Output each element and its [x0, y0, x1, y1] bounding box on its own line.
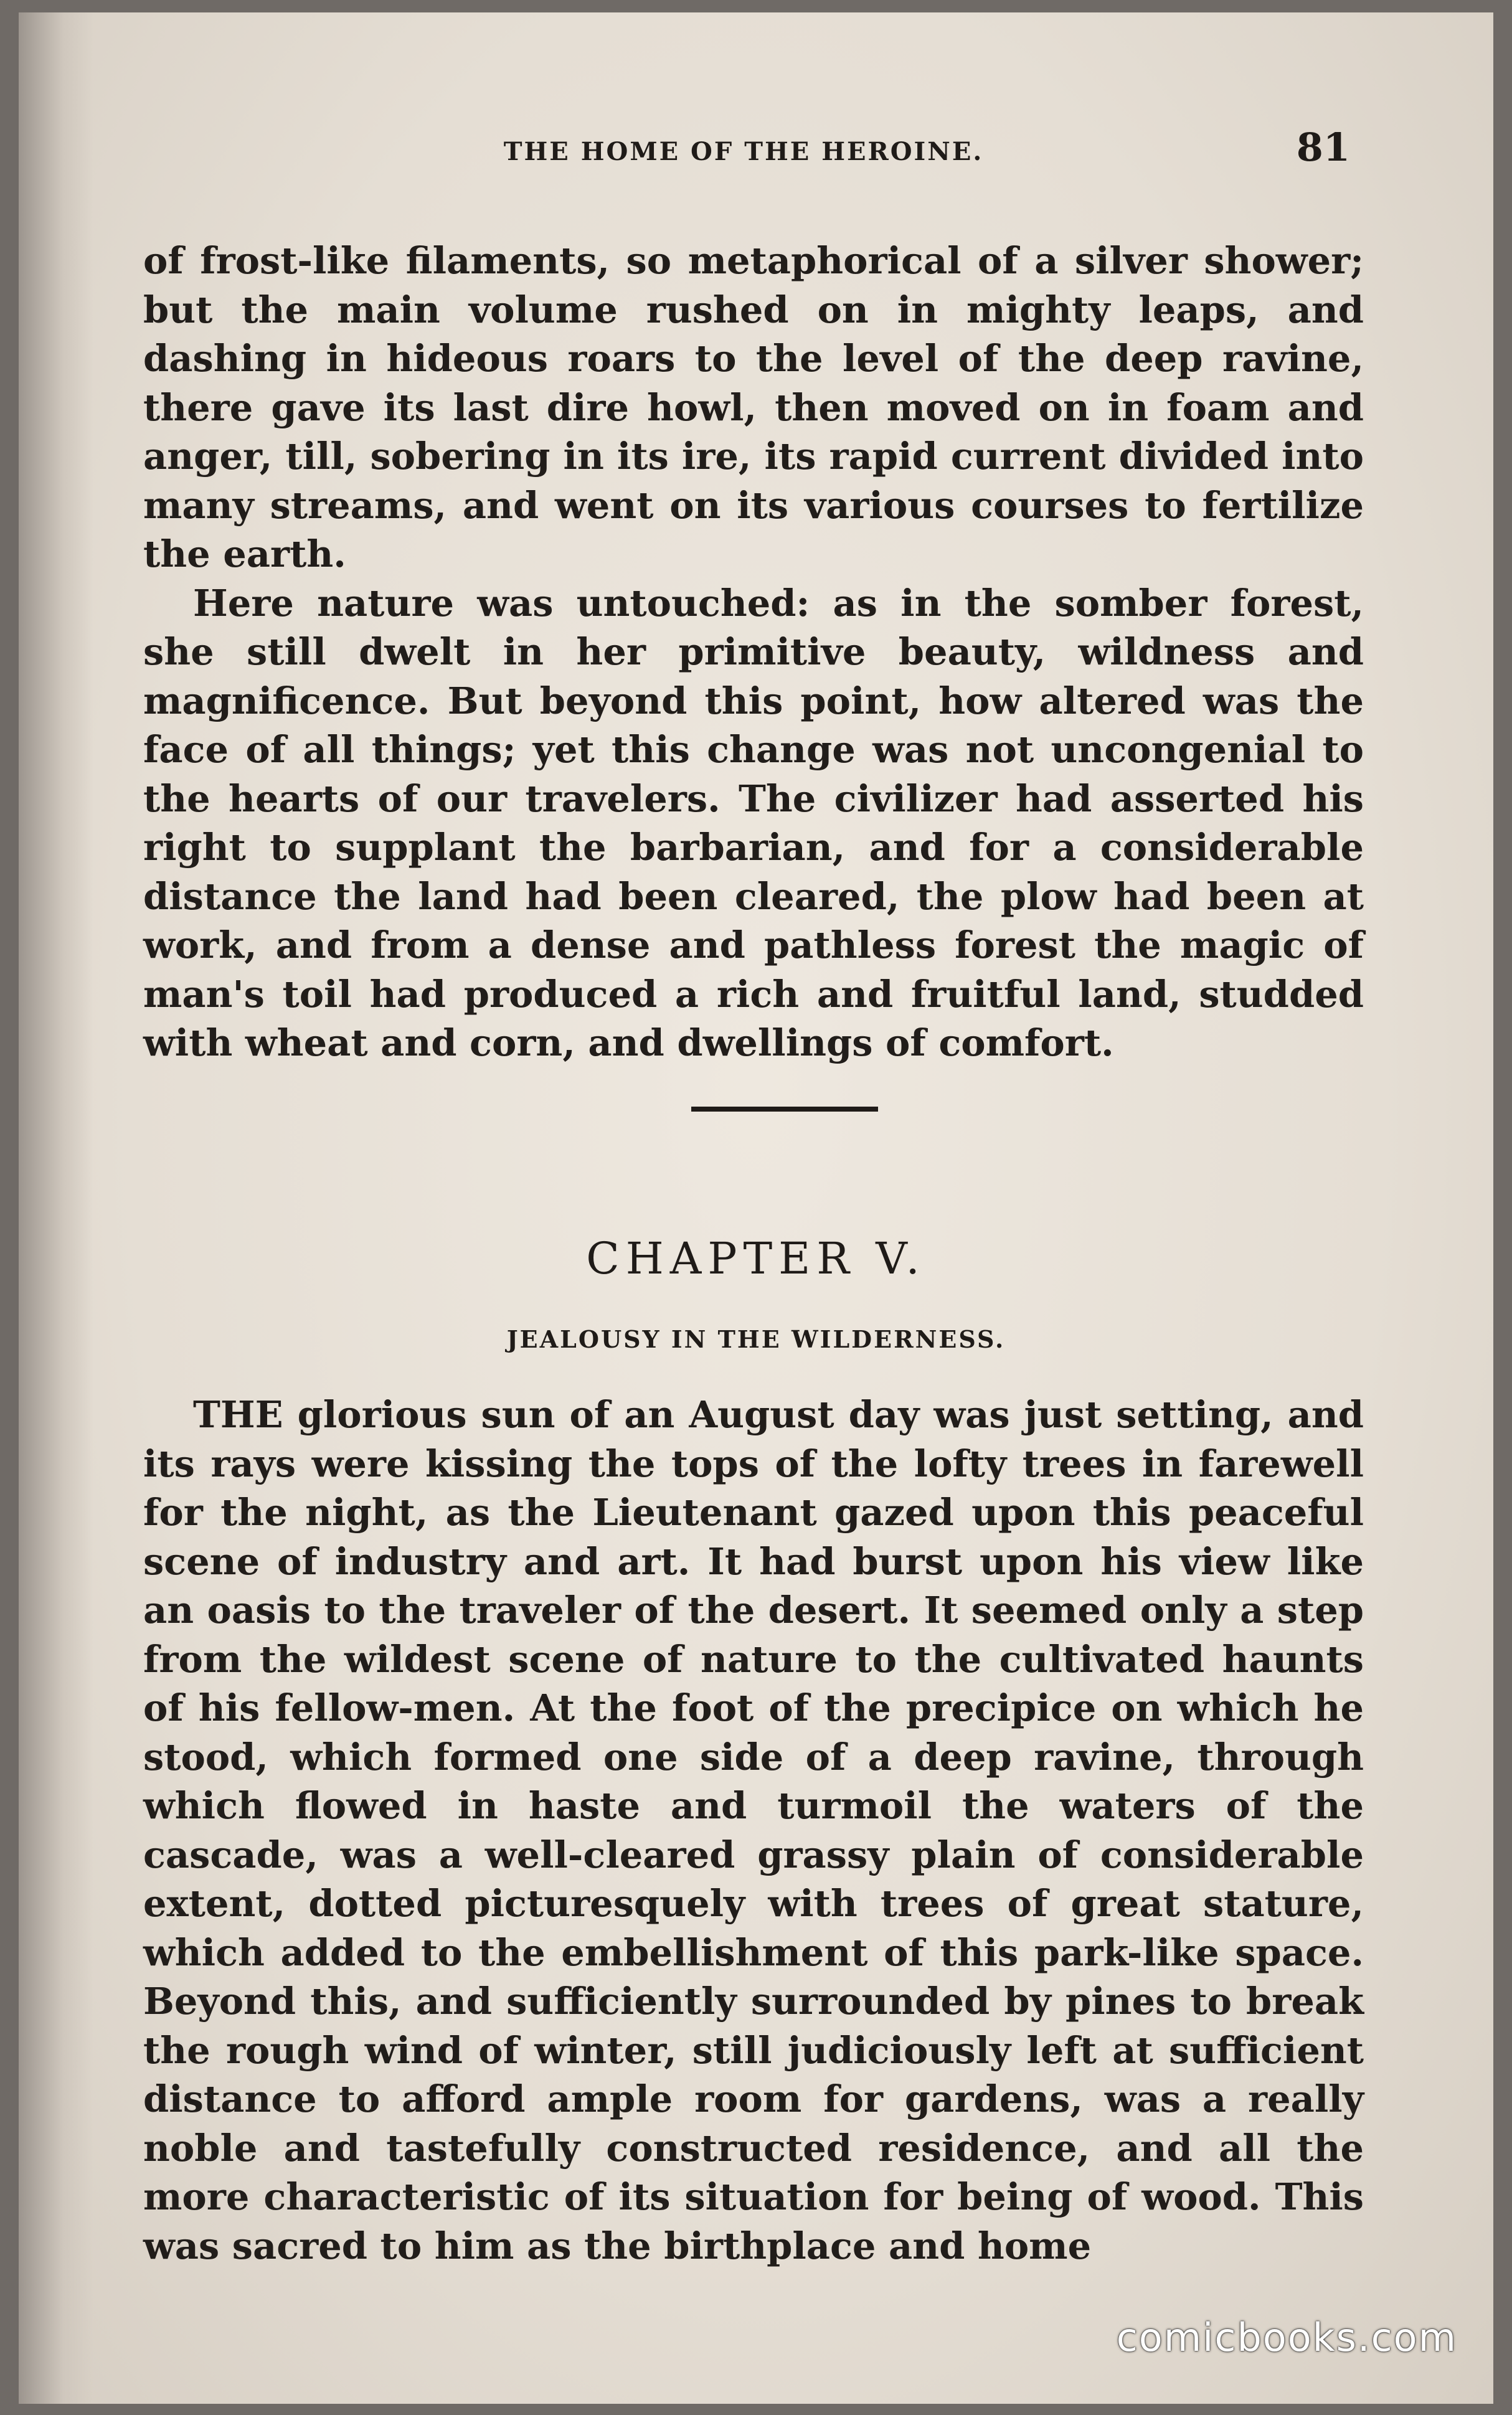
page-header: [137, 125, 1350, 174]
section-divider-rule: [691, 1107, 878, 1112]
chapter-title: CHAPTER V.: [586, 1233, 926, 1284]
page-number: 81: [1296, 125, 1350, 170]
text-block-top: [143, 237, 1364, 1068]
paragraph-continued: of frost-like filaments, so metaphorical of a silver shower; but the main volume rushed on in mighty leaps, and dashing in hideous roars to the level of the deep ravine, there gave its last dire howl, then moved on in foam and anger, till, sobering in its ire, its rapid current divided into many streams, and went on its various courses to fertilize the earth.: [143, 239, 1364, 575]
running-head: THE HOME OF THE HEROINE.: [503, 137, 984, 166]
chapter-subtitle: JEALOUSY IN THE WILDERNESS.: [506, 1325, 1006, 1353]
book-page: [19, 12, 1493, 2404]
page-gutter-shadow: [19, 12, 93, 2404]
text-block-chapter: [143, 1391, 1364, 2271]
chapter-opening-paragraph: THE glorious sun of an August day was just setting, and its rays were kissing the tops of the lofty trees in farewell for the night, as the Lieutenant gazed upon this peaceful scene of industry and art. It had burst upon his view like an oasis to the traveler of the desert. It seemed only a step from the wildest scene of nature to the cultivated haunts of his fellow-men. At the foot of the precipice on which he stood, which formed one side of a deep ravine, through which flowed in haste and turmoil the waters of the cascade, was a well-cleared grassy plain of considerable extent, dotted picturesquely with trees of great stature, which added to the embellishment of this park-like space. Beyond this, and sufficiently surrounded by pines to break the rough wind of winter, still judiciously left at sufficient distance to afford ample room for gardens, was a really noble and tastefully constructed residence, and all the more characteristic of its situation for being of wood. This was sacred to him as the birthplace and home: [143, 1393, 1364, 2267]
paragraph-nature: Here nature was untouched: as in the somber forest, she still dwelt in her primitive beauty, wildness and magnificence. But beyond this point, how altered was the face of all things; yet this change was not uncongenial to the hearts of our travelers. The civilizer had asserted his right to supplant the barbarian, and for a considerable distance the land had been cleared, the plow had been at work, and from a dense and pathless forest the magic of man's toil had produced a rich and fruitful land, studded with wheat and corn, and dwellings of comfort.: [143, 581, 1364, 1064]
watermark-logo: comicbooks.com: [1116, 2315, 1457, 2360]
